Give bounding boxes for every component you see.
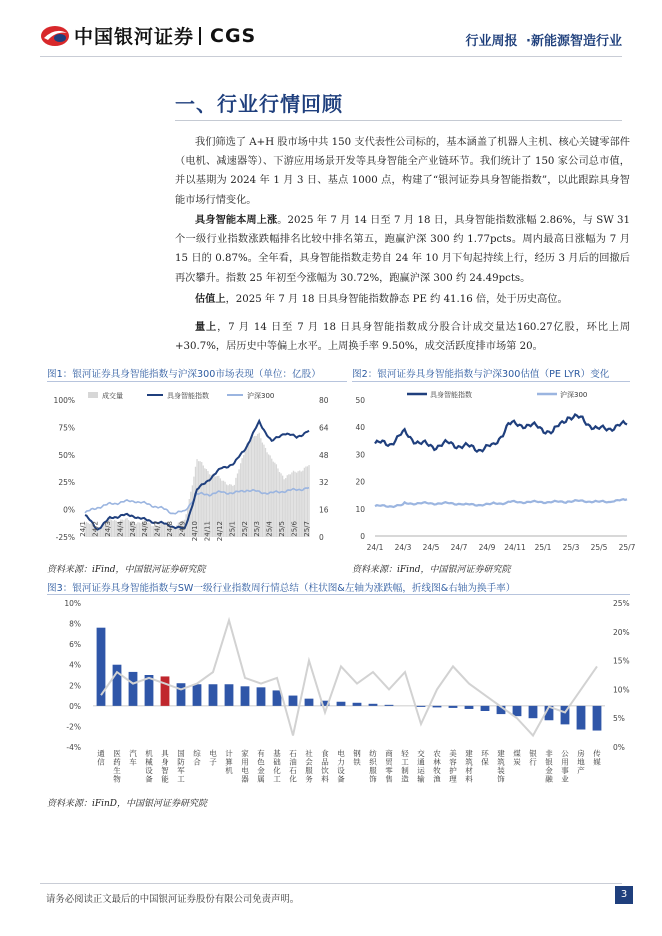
bar-银行 [529, 706, 538, 718]
paragraph-lead: 量上 [195, 321, 218, 333]
x-category: 纺织服饰 [369, 749, 377, 784]
x-tick: 24/1 [79, 521, 87, 537]
volume-bar [249, 442, 250, 537]
legend-label: 具身智能指数 [430, 391, 472, 399]
x-tick: 24/5 [422, 543, 440, 552]
x-category: 农林牧渔 [433, 749, 441, 784]
volume-bar [276, 464, 277, 537]
bar-交通运输 [417, 706, 426, 707]
volume-bar [274, 463, 275, 537]
bar-汽车 [129, 672, 138, 706]
x-tick: 24/12 [215, 521, 224, 542]
x-category: 医药生物 [113, 749, 121, 784]
x-category: 建筑材料 [465, 749, 473, 784]
x-category: 交通运输 [417, 749, 425, 784]
y-left-tick: -25% [55, 533, 75, 542]
y-right-tick: 15% [613, 656, 630, 666]
volume-bar [301, 472, 302, 537]
x-tick: 24/6 [141, 521, 150, 537]
volume-bar [212, 474, 213, 537]
x-tick: 25/7 [618, 543, 635, 552]
x-category: 通信 [97, 749, 105, 767]
bar-煤炭 [513, 706, 522, 716]
x-tick: 24/9 [478, 543, 496, 552]
series-line-沪深300 [375, 499, 627, 507]
bar-具身智能 [161, 676, 170, 705]
bar-商贸零售 [385, 705, 394, 706]
y-tick: 50 [355, 396, 365, 405]
section-title: 一、行业行情回顾 [175, 92, 343, 116]
volume-bar [150, 523, 151, 537]
bar-基础化工 [273, 690, 282, 705]
figure-1-title: 图1：银河证券具身智能指数与沪深300市场表现（单位：亿股） [47, 369, 321, 380]
legend-label: 沪深300 [560, 391, 588, 399]
x-tick: 25/5 [278, 521, 287, 537]
y-left-tick: -4% [66, 743, 81, 752]
page-number: 3 [615, 886, 633, 904]
x-tick: 24/4 [116, 521, 125, 537]
figure-3-title: 图3：银河证券具身智能指数与SW一级行业指数周行情总结（柱状图&左轴为涨跌幅，折线图&右轴为换手率） [47, 583, 516, 594]
volume-bar [89, 524, 90, 537]
y-left-tick: 100% [53, 396, 75, 405]
y-tick: 10 [355, 504, 365, 514]
y-right-tick: 48 [319, 450, 329, 460]
volume-bar [112, 521, 113, 537]
logo-text: 中国银河证券 [74, 26, 195, 48]
paragraph-body: ，2025 年 7 月 18 日具身智能指数静态 PE 约 41.16 倍，处于历史高位。 [225, 294, 568, 305]
x-tick: 25/6 [290, 521, 299, 537]
footer-disclaimer: 请务必阅读正文最后的中国银河证券股份有限公司免责声明。 [46, 894, 300, 905]
x-tick: 25/2 [240, 521, 249, 537]
y-left-tick: 0% [63, 505, 75, 515]
x-tick: 24/3 [103, 521, 112, 537]
volume-bar [125, 519, 126, 537]
x-category: 计算机 [225, 749, 233, 775]
x-category: 电子 [209, 749, 217, 767]
y-right-tick: 5% [613, 714, 625, 724]
bar-农林牧渔 [433, 706, 442, 708]
volume-bar [288, 474, 289, 537]
figure-2-chart [345, 384, 635, 559]
y-right-tick: 16 [319, 505, 329, 515]
y-left-tick: 50% [58, 450, 75, 460]
y-tick: 0 [360, 532, 365, 541]
x-category: 银行 [529, 749, 537, 767]
y-right-tick: 10% [613, 685, 630, 695]
bar-石油石化 [289, 696, 298, 706]
figure-1-rule [47, 381, 347, 382]
x-category: 石油石化 [289, 749, 297, 784]
figure-2-title: 图2：银河证券具身智能指数与沪深300估值（PE LYR）变化 [352, 369, 610, 380]
paragraph-body: ，7 月 14 日至 7 月 18 日具身智能指数成分股合计成交量达160.27亿股，环比上周+30.7%，居历史中等偏上水平。上周换手率 9.50%，成交活跃度排市场第 20。 [175, 322, 631, 353]
x-tick: 25/7 [303, 521, 311, 537]
volume-bar [126, 518, 127, 537]
paragraph-index-intro: 我们筛选了 A+H 股市场中共 150 支代表性公司标的，基本涵盖了机器人主机、核心关键零部件（电机、减速器等）、下游应用场景开发等具身智能全产业链环节。我们统计了 150 家公司总市值，并以基期为 2024 年 1 月 3 日、基点 1000 点，构建了“银河证券具身智能指数”，以此跟踪具身智能市场行情变化。 [175, 137, 630, 206]
volume-bar [237, 473, 238, 537]
figure-1-source: 资料来源：iFind，中国银河证券研究院 [47, 565, 206, 575]
x-category: 房地产 [577, 749, 585, 775]
y-left-tick: 75% [58, 423, 75, 433]
y-left-tick: 25% [58, 478, 75, 488]
report-type: 行业周报 [465, 34, 518, 49]
paragraph-body: 。2025 年 7 月 14 日至 7 月 18 日，具身智能指数涨幅 2.86%，与 SW 31 个一级行业指数涨跌幅排名比较中排名第五，跑赢沪深 300 约 1.77pcts。周内最高日涨幅为 7 月 15 日的 0.87%。全年看，具身智能指数走势自 24 年 10 月下旬起持续上行，经历 3 月后的回撤后再次攀升。指数 25 年初至今涨幅为 30.72%，跑赢沪深 300 约 24.49pcts。 [175, 215, 631, 284]
x-tick: 24/11 [203, 521, 212, 542]
bar-综合 [193, 684, 202, 706]
volume-bar [238, 469, 239, 537]
figure-3-rule [47, 594, 630, 595]
volume-bar [287, 475, 288, 537]
y-left-tick: 10% [64, 599, 81, 608]
x-tick: 25/1 [228, 521, 237, 537]
series-line-具身智能指数 [375, 415, 627, 452]
y-left-tick: 2% [69, 681, 81, 691]
x-tick: 24/9 [178, 521, 187, 537]
x-tick: 24/5 [128, 521, 137, 537]
turnover-line [101, 620, 597, 735]
report-industry: ·新能源智造行业 [526, 34, 622, 49]
y-right-tick: 64 [319, 423, 329, 433]
legend-label: 成交量 [102, 392, 123, 400]
cgs-logo-icon [40, 25, 70, 47]
y-right-tick: 0 [319, 533, 324, 542]
x-category: 环保 [481, 749, 489, 767]
volume-bar [263, 445, 264, 537]
x-tick: 25/3 [253, 521, 262, 537]
company-logo [40, 22, 256, 49]
bar-传媒 [593, 706, 602, 731]
volume-bar [299, 471, 300, 537]
x-category: 食品饮料 [321, 749, 329, 784]
paragraph-lead: 估值上 [195, 293, 226, 305]
volume-bar [114, 520, 115, 537]
bar-有色金属 [257, 687, 266, 706]
bar-家用电器 [241, 686, 250, 706]
figure-3-chart [47, 597, 637, 792]
page-header [0, 0, 662, 60]
volume-bar [137, 522, 138, 537]
x-category: 轻工制造 [401, 749, 409, 784]
x-category: 钢铁 [353, 749, 361, 767]
bar-钢铁 [353, 703, 362, 706]
x-tick: 24/2 [91, 521, 100, 537]
bar-电子 [209, 684, 218, 706]
x-tick: 25/3 [562, 543, 580, 552]
y-left-tick: 8% [69, 619, 81, 629]
x-category: 电力设备 [337, 749, 345, 784]
bar-计算机 [225, 684, 234, 706]
legend-label: 具身智能指数 [167, 392, 209, 400]
bar-房地产 [577, 706, 586, 730]
x-tick: 24/3 [394, 543, 412, 552]
y-left-tick: 4% [69, 660, 81, 670]
x-category: 具身智能 [161, 749, 169, 784]
x-category: 国防军工 [177, 749, 185, 784]
x-tick: 25/1 [534, 543, 552, 552]
header-divider [40, 56, 622, 57]
bar-环保 [481, 706, 490, 711]
bar-纺织服饰 [369, 704, 378, 706]
y-tick: 40 [355, 423, 365, 433]
y-right-tick: 25% [613, 599, 630, 608]
x-category: 基础化工 [273, 749, 281, 784]
x-tick: 24/7 [450, 543, 468, 552]
section-divider [175, 120, 622, 121]
x-tick: 24/11 [504, 543, 526, 552]
volume-bar [214, 475, 215, 537]
x-category: 机械设备 [145, 749, 153, 784]
x-tick: 24/10 [191, 521, 199, 542]
volume-bar [201, 462, 202, 537]
x-category: 非银金融 [545, 749, 553, 784]
x-category: 综合 [193, 749, 201, 767]
x-category: 商贸零售 [385, 749, 393, 784]
volume-bar [88, 523, 89, 537]
y-right-tick: 20% [613, 627, 630, 637]
bar-社会服务 [305, 699, 314, 706]
footer-divider [40, 883, 622, 884]
y-left-tick: 6% [69, 640, 81, 650]
x-category: 美容护理 [449, 749, 457, 784]
paragraph-valuation [175, 290, 630, 309]
volume-bar [162, 524, 163, 537]
volume-bar [139, 522, 140, 537]
x-category: 传媒 [593, 749, 601, 767]
y-right-tick: 0% [613, 743, 625, 752]
bar-国防军工 [177, 683, 186, 706]
x-tick: 25/4 [265, 521, 274, 537]
y-left-tick: 0% [69, 701, 81, 711]
bar-建筑材料 [465, 706, 474, 709]
volume-bar [151, 526, 152, 537]
x-category: 社会服务 [305, 749, 313, 784]
x-tick: 24/8 [166, 521, 175, 537]
paragraph-volume [175, 318, 630, 356]
volume-bar [164, 525, 165, 537]
figure-2-rule [352, 381, 630, 382]
x-tick: 24/1 [366, 543, 384, 552]
x-category: 家用电器 [241, 749, 249, 784]
x-category: 建筑装饰 [497, 749, 505, 784]
x-category: 汽车 [129, 749, 137, 767]
figure-2-source: 资料来源：iFind，中国银河证券研究院 [352, 565, 511, 575]
figure-1-chart [47, 384, 347, 559]
y-tick: 20 [355, 477, 365, 487]
bar-电力设备 [337, 702, 346, 706]
legend-swatch [88, 392, 98, 398]
y-tick: 30 [355, 450, 365, 460]
x-tick: 24/7 [153, 521, 162, 537]
y-left-tick: -2% [66, 722, 81, 732]
logo-brand: CGS [210, 24, 257, 47]
y-right-tick: 80 [319, 396, 329, 405]
x-category: 煤炭 [513, 749, 521, 767]
report-category [466, 30, 623, 49]
logo-divider [199, 27, 201, 45]
x-tick: 25/5 [590, 543, 608, 552]
volume-bar [224, 482, 225, 537]
bar-美容护理 [449, 706, 458, 708]
volume-bar [200, 461, 201, 537]
y-right-tick: 32 [319, 478, 329, 488]
legend-label: 沪深300 [247, 392, 275, 400]
volume-bar [251, 440, 252, 537]
figure-3-source: 资料来源：iFinD，中国银河证券研究院 [47, 799, 208, 809]
x-category: 有色金属 [257, 749, 265, 784]
x-category: 公用事业 [561, 749, 569, 784]
paragraph-weekly-performance [175, 211, 630, 288]
volume-bar [262, 443, 263, 537]
paragraph-lead: 具身智能本周上涨 [195, 214, 278, 226]
